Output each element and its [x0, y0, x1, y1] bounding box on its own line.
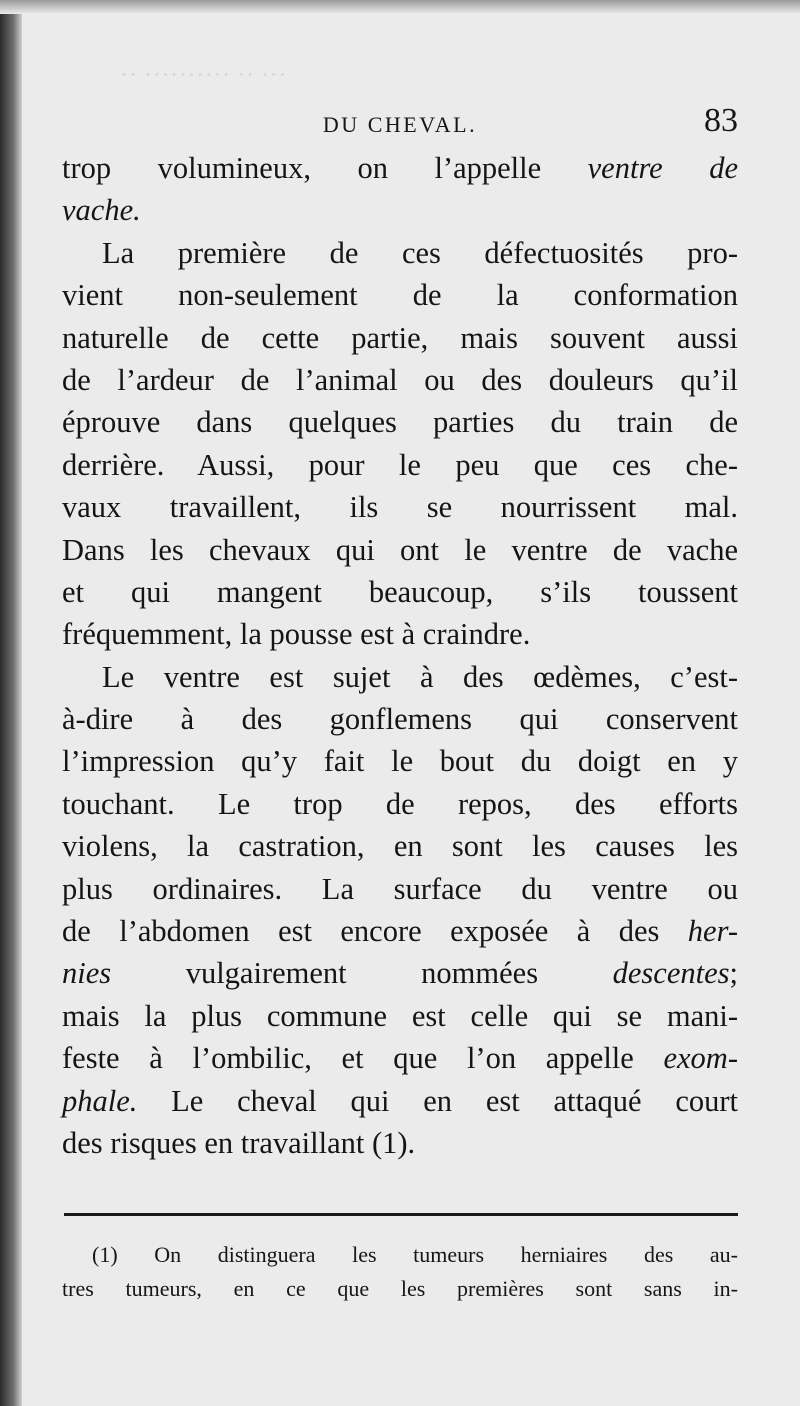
- text-line: vient non-seulement de la conformation: [62, 278, 738, 313]
- text-line: Le ventre est sujet à des œdèmes, c’est-: [102, 659, 738, 694]
- text-line: fréquemment, la pousse est à craindre.: [62, 617, 531, 652]
- body-text: [62, 147, 738, 1164]
- running-title: DU CHEVAL.: [322, 112, 478, 137]
- page-number: 83: [704, 102, 738, 139]
- text-line: violens, la castration, en sont les causes les: [62, 829, 738, 864]
- text-line: et qui mangent beaucoup, s’ils toussent: [62, 574, 738, 609]
- text-line: nies vulgairement nommées descentes;: [62, 956, 738, 991]
- text-line: plus ordinaires. La surface du ventre ou: [62, 871, 738, 906]
- footnote-line: tres tumeurs, en ce que les premières sont sans in-: [62, 1276, 738, 1301]
- text-line: naturelle de cette partie, mais souvent aussi: [62, 320, 738, 355]
- text-line: touchant. Le trop de repos, des efforts: [62, 786, 738, 821]
- text-line: à-dire à des gonflemens qui conservent: [62, 702, 738, 737]
- text-line: mais la plus commune est celle qui se mani-: [62, 998, 738, 1033]
- text-line: Dans les chevaux qui ont le ventre de vache: [62, 532, 738, 567]
- text-line: l’impression qu’y fait le bout du doigt en y: [62, 744, 738, 779]
- footnote-line: (1) On distinguera les tumeurs herniaires des au-: [92, 1242, 738, 1267]
- text-line: vache.: [62, 193, 141, 228]
- text-line: trop volumineux, on l’appelle ventre de: [62, 151, 738, 185]
- text-line: de l’abdomen est encore exposée à des her-: [62, 914, 738, 949]
- footnote: [62, 1238, 738, 1306]
- text-line: phale. Le cheval qui en est attaqué court: [62, 1083, 738, 1118]
- page-gutter-shadow: [0, 0, 22, 1406]
- text-line: feste à l’ombilic, et que l’on appelle exom-: [62, 1041, 738, 1076]
- page-top-shadow: [0, 0, 800, 14]
- text-line: vaux travaillent, ils se nourrissent mal.: [62, 490, 738, 525]
- bleed-through-text: ··· ·· ·········· ··: [120, 60, 287, 89]
- text-line: éprouve dans quelques parties du train de: [62, 405, 738, 440]
- page-header: [62, 102, 738, 148]
- text-line: derrière. Aussi, pour le peu que ces che-: [62, 447, 738, 482]
- text-line: de l’ardeur de l’animal ou des douleurs qu’il: [62, 362, 738, 397]
- text-line: des risques en travaillant (1).: [62, 1125, 416, 1160]
- text-line: La première de ces défectuosités pro-: [102, 235, 738, 270]
- footnote-rule: [64, 1213, 738, 1216]
